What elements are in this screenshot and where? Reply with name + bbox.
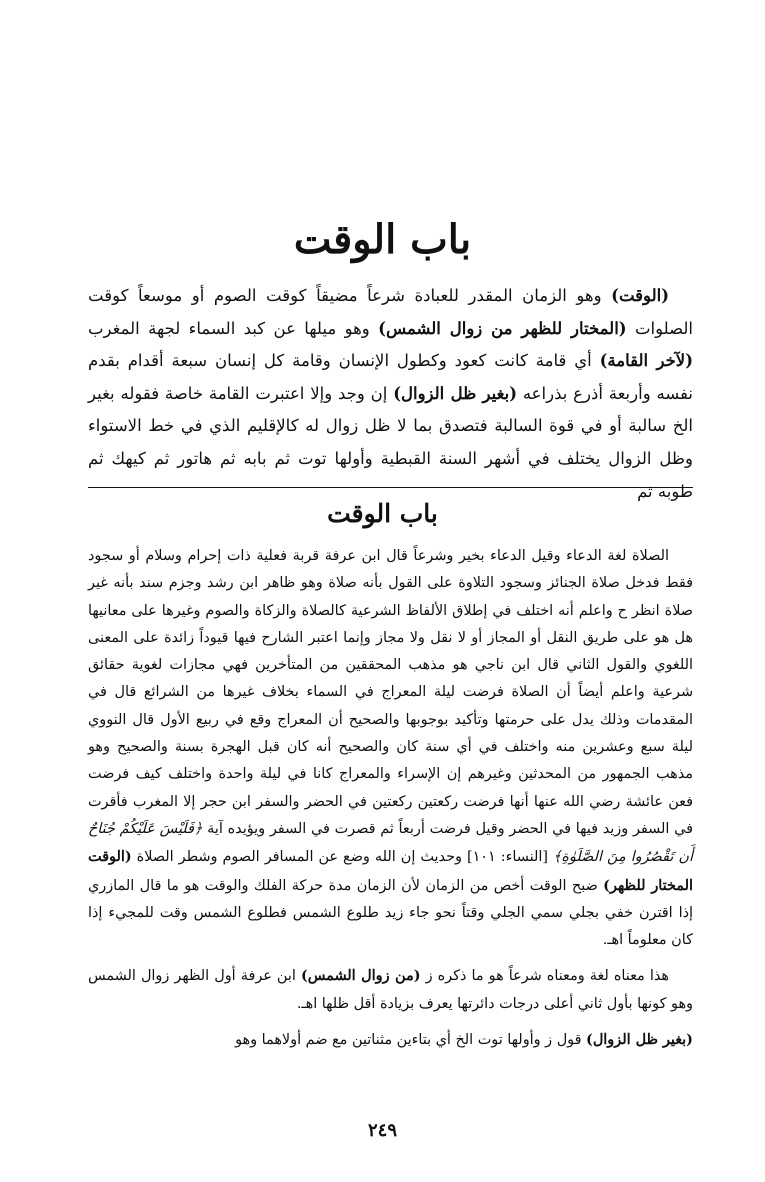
term-waqt: (الوقت): [611, 286, 669, 305]
main-paragraph: (الوقت) وهو الزمان المقدر للعبادة شرعاً مضيقاً كوقت الصوم أو موسعاً كوقت الصلوات (المختار للظهر من زوال الشمس) وهو ميلها عن كبد السماء لجهة المغرب (لآخر القامة) أي قامة كانت كعود وكطول الإنسان وقامة كل إنسان سبعة أقدام بقدم نفسه وأربعة أذرع بذراعه (بغير ظل الزوال) إن وجد وإلا اعتبرت القامة خاصة فقوله بغير الخ سالبة أو في قوة السالبة فتصدق بما لا ظل زوال له كالإقليم الذي في خط الاستواء وظل الزوال يختلف في أشهر السنة القبطية وأولها توت ثم بابه ثم هاتور ثم كيهك ثم طوبه ثم: [88, 286, 693, 501]
quran-verse: ﴿فَلَيْسَ عَلَيْكُمْ جُنَاحٌ أَن تَقْصُرُوا مِنَ الصَّلَوٰةِ﴾: [88, 820, 693, 866]
separator-rule: [88, 487, 693, 488]
commentary-title: باب الوقت: [327, 499, 438, 528]
commentary-paragraph-3: (بغير ظل الزوال) قول ز وأولها توت الخ أي بتاءين مثناتين مع ضم أولاهما وهو: [235, 1031, 693, 1049]
main-text: [88, 280, 693, 508]
term-ghayr-zill: (بغير ظل الزوال): [393, 383, 517, 403]
term-mukhtar: (المختار للظهر من زوال الشمس): [378, 318, 627, 338]
commentary-paragraph-1: الصلاة لغة الدعاء وقيل الدعاء بخير وشرعاً قال ابن عرفة قربة فعلية ذات إحرام وسلام أو سجود فقط فدخل صلاة الجنائز وسجود التلاوة على القول بأنه صلاة وهو ظاهر ابن رشد وجزم سند بأنه غير صلاة انظر ح واعلم أنه اختلف في إطلاق الألفاظ الشرعية كالصلاة والزكاة والصوم وغيرها على معانيها هل هو على طريق النقل أو المجاز أو لا نقل ولا مجاز وإنما اعتبر الشارح فيها قيوداً زائدة على المعنى اللغوي والقول الثاني قال ابن ناجي هو مذهب المحققين من المتأخرين فهي مجازات لغوية حقائق شرعية واعلم أيضاً أن الصلاة فرضت ليلة المعراج في السماء بخلاف غيرها من الشرائع قال في المقدمات وذلك يدل على حرمتها وتأكيد بوجوبها والصحيح أن المعراج وقع في ربيع الأول قال النووي ليلة سبع وعشرين منه واختلف في أي سنة كان والصحيح أنه كان قبل الهجرة بسنة والصحيح وهو مذهب الجمهور من المحدثين وغيرهم إن الإسراء والمعراج كانا في ليلة واحدة واختلف كيف فرضت فعن عائشة رضي الله عنها أنها فرضت ركعتين ركعتين في الحضر والسفر ابن حجر إلا المغرب فأقرت في السفر وزيد فيها في الحضر وقيل فرضت أربعاً ثم قصرت في السفر ويؤيده آية ﴿فَلَيْسَ عَلَيْكُمْ جُنَاحٌ أَن تَقْصُرُوا مِنَ الصَّلَوٰةِ﴾ [النساء: ١٠١] وحديث إن الله وضع عن المسافر الصوم وشطر الصلاة (الوقت المختار للظهر) ضبح الوقت أخص من الزمان لأن الزمان مدة حركة الفلك والوقت هو ما قال المازري إذا اقترن خفي بجلي سمي الجلي وقتاً نحو جاء زيد طلوع الشمس فطلوع الشمس وقت للمجيء إذا كان معلوماً اهـ.: [88, 548, 694, 949]
term-zawal-shams: (من زوال الشمس): [300, 967, 421, 985]
chapter-title: باب الوقت: [293, 216, 472, 263]
page-number: ٢٤٩: [367, 1120, 397, 1141]
term-ghayr-zill-2: (بغير ظل الزوال): [586, 1031, 693, 1049]
term-waqt-mukhtar: (الوقت المختار للظهر): [88, 848, 694, 894]
term-akhir-qama: (لآخر القامة): [599, 351, 693, 371]
commentary-text: [88, 543, 693, 1054]
commentary-paragraph-2: هذا معناه لغة ومعناه شرعاً هو ما ذكره ز (من زوال الشمس) ابن عرفة أول الظهر زوال الشمس وهو كونها بأول ثاني أعلى درجات دائرتها يعرف بزيادة أقل ظلها اهـ.: [88, 967, 693, 1012]
